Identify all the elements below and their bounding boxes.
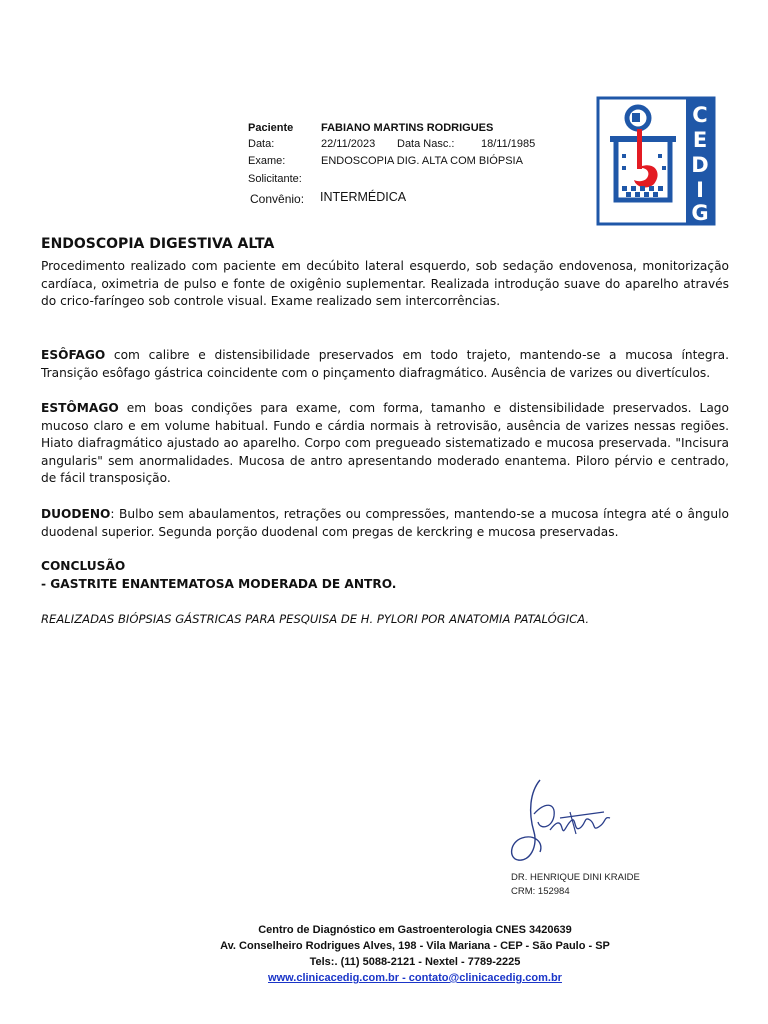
footer-links bbox=[180, 972, 650, 984]
footer-address: Av. Conselheiro Rodrigues Alves, 198 - Vila Mariana - CEP - São Paulo - SP bbox=[220, 940, 610, 952]
patient-name: FABIANO MARTINS RODRIGUES bbox=[321, 122, 494, 134]
patient-label: Paciente bbox=[248, 122, 294, 134]
stomach-paragraph bbox=[41, 400, 729, 488]
insurance-value: INTERMÉDICA bbox=[320, 190, 407, 204]
stomach-text: em boas condições para exame, com forma, tamanho e distensibilidade preservados. Lago mucoso claro e em volume habitual. Fundo e cárdia normais à retrovisão, ausência de varizes nessas regiões. Hiato diafragmático ajustado ao aparelho. Corpo com pregueado sistematizado e mucosa preservada. "Incisura angularis" sem anormalidades. Mucosa de antro apresentando moderado enantema. Piloro pérvio e centrado, de fácil transposição. bbox=[41, 401, 729, 485]
footer-website-link[interactable]: www.clinicacedig.com.br - contato@clinicacedig.com.br bbox=[268, 972, 562, 984]
svg-text:I: I bbox=[696, 178, 704, 202]
footer-clinic: Centro de Diagnóstico em Gastroenterologia CNES 3420639 bbox=[258, 924, 572, 936]
birth-value: 18/11/1985 bbox=[481, 138, 536, 150]
report-title: ENDOSCOPIA DIGESTIVA ALTA bbox=[41, 236, 275, 252]
signature-image bbox=[500, 772, 620, 872]
exam-value: ENDOSCOPIA DIG. ALTA COM BIÓPSIA bbox=[321, 155, 523, 167]
doctor-name: DR. HENRIQUE DINI KRAIDE bbox=[511, 872, 640, 883]
conclusion-text: - GASTRITE ENANTEMATOSA MODERADA DE ANTRO. bbox=[41, 577, 397, 591]
svg-text:D: D bbox=[691, 153, 709, 177]
procedure-paragraph: Procedimento realizado com paciente em decúbito lateral esquerdo, sob sedação endovenosa, monitorização cardíaca, oximetria de pulso e fonte de oxigênio suplementar. Realizada introdução suave do aparelho através do crico-faríngeo sob controle visual. Exame realizado sem intercorrências. bbox=[41, 259, 729, 308]
doctor-crm: CRM: 152984 bbox=[511, 886, 570, 897]
stomach-label: ESTÔMAGO bbox=[41, 401, 119, 415]
insurance-label: Convênio: bbox=[250, 192, 305, 206]
date-value: 22/11/2023 bbox=[321, 138, 376, 150]
duodenum-text: : Bulbo sem abaulamentos, retrações ou compressões, mantendo-se a mucosa íntegra até o ângulo duodenal superior. Segunda porção duodenal com pregas de kerckring e mucosa preservadas. bbox=[41, 507, 729, 539]
birth-label: Data Nasc.: bbox=[397, 138, 455, 150]
date-label: Data: bbox=[248, 138, 275, 150]
exam-label: Exame: bbox=[248, 155, 286, 167]
svg-text:C: C bbox=[692, 103, 708, 127]
duodenum-paragraph bbox=[41, 506, 729, 541]
cedig-logo bbox=[596, 96, 716, 226]
conclusion-label: CONCLUSÃO bbox=[41, 559, 126, 573]
svg-text:G: G bbox=[691, 201, 709, 225]
svg-text:E: E bbox=[692, 128, 708, 152]
esophagus-paragraph bbox=[41, 347, 729, 382]
footer-phones: Tels:. (11) 5088-2121 - Nextel - 7789-2225 bbox=[309, 956, 521, 968]
duodenum-label: DUODENO bbox=[41, 507, 111, 521]
esophagus-label: ESÔFAGO bbox=[41, 348, 106, 362]
biopsy-note: REALIZADAS BIÓPSIAS GÁSTRICAS PARA PESQUISA DE H. PYLORI POR ANATOMIA PATALÓGICA. bbox=[41, 612, 590, 626]
requester-label: Solicitante: bbox=[248, 173, 302, 185]
esophagus-text: com calibre e distensibilidade preservados em todo trajeto, mantendo-se a mucosa íntegra. Transição esôfago gástrica coincidente com o pinçamento diafragmático. Ausência de varizes ou divertículos. bbox=[41, 348, 729, 380]
